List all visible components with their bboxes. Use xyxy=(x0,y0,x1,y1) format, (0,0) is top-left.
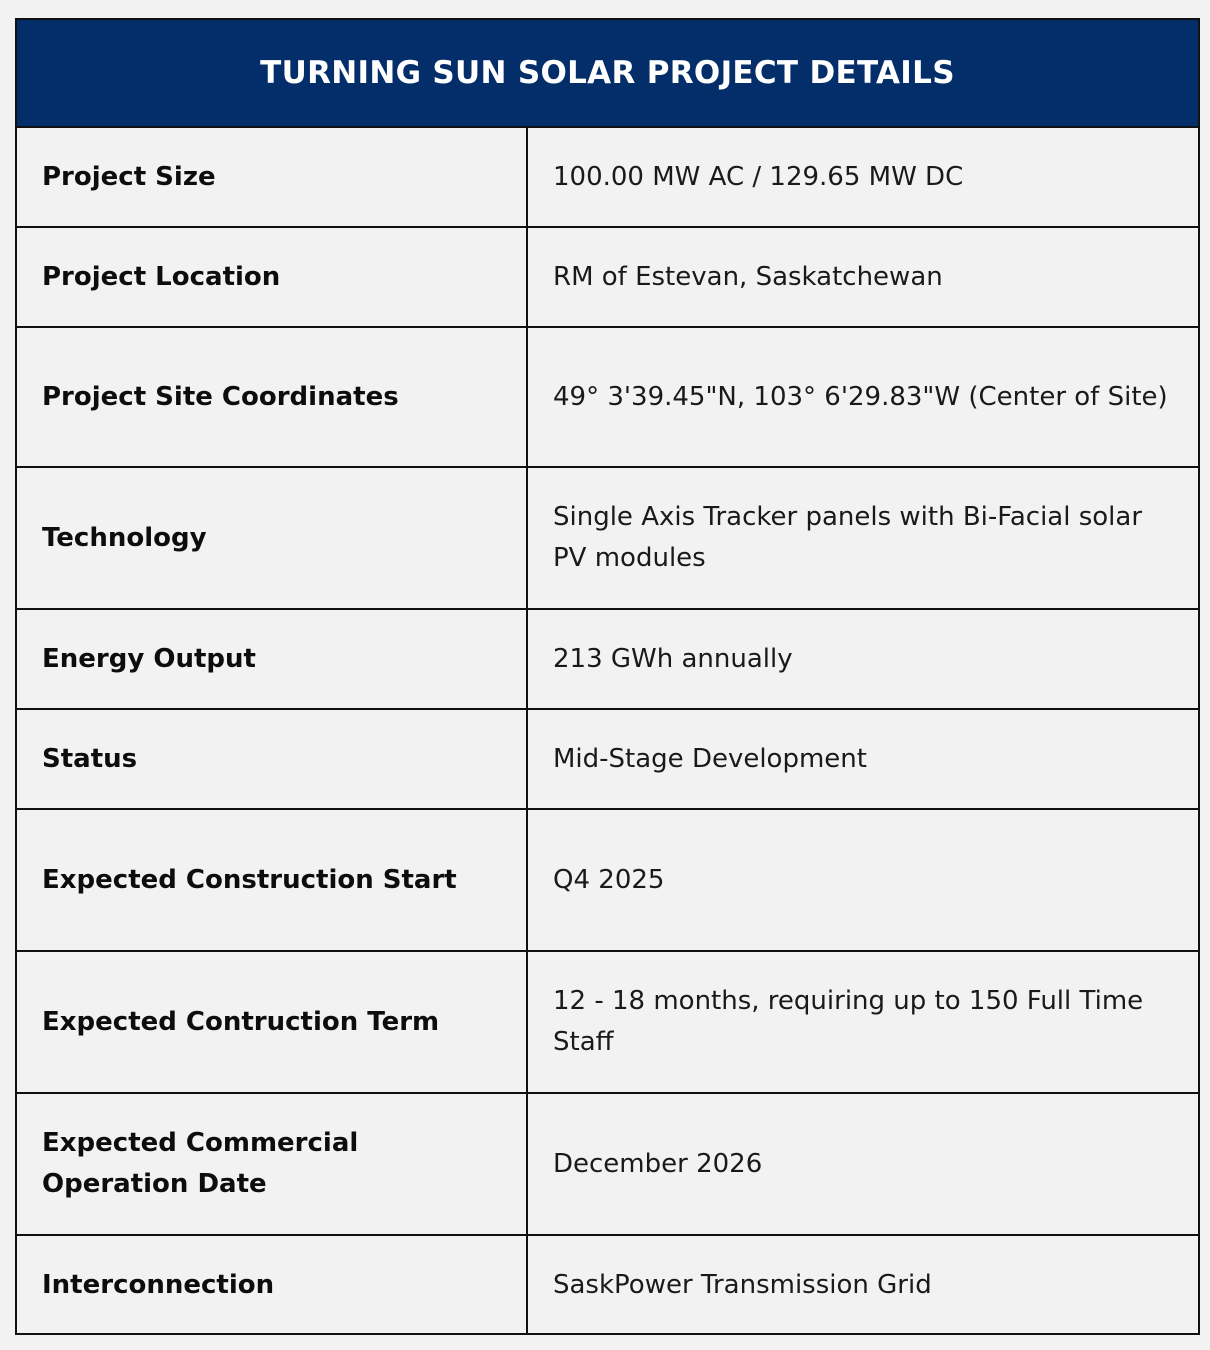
row-value: Q4 2025 xyxy=(553,864,665,895)
table-row-energy-output xyxy=(17,610,1198,710)
row-label: Project Size xyxy=(17,128,528,226)
project-details-table xyxy=(15,18,1200,1335)
table-row-interconnection xyxy=(17,1236,1198,1335)
row-value: SaskPower Transmission Grid xyxy=(553,1270,932,1300)
table-row-site-coordinates xyxy=(17,328,1198,468)
row-label: Interconnection xyxy=(17,1236,528,1335)
table-row-project-size xyxy=(17,128,1198,228)
table-row-commercial-operation-date xyxy=(17,1094,1198,1236)
row-value: RM of Estevan, Saskatchewan xyxy=(553,261,943,292)
table-body xyxy=(17,128,1198,1335)
row-value: Mid-Stage Development xyxy=(553,743,867,774)
table-row-construction-start xyxy=(17,810,1198,952)
row-label: Technology xyxy=(17,468,528,608)
row-value: December 2026 xyxy=(553,1148,763,1179)
row-value: 49° 3'39.45"N, 103° 6'29.83"W (Center of Site) xyxy=(553,381,1168,412)
table-row-technology xyxy=(17,468,1198,610)
row-value: 213 GWh annually xyxy=(553,643,793,674)
table-row-status xyxy=(17,710,1198,810)
table-title: TURNING SUN SOLAR PROJECT DETAILS xyxy=(260,55,955,91)
table-row-construction-term xyxy=(17,952,1198,1094)
row-label: Project Site Coordinates xyxy=(17,328,528,466)
row-label: Expected Construction Start xyxy=(17,810,528,950)
row-value: 100.00 MW AC / 129.65 MW DC xyxy=(553,161,964,192)
row-label: Expected Contruction Term xyxy=(17,952,528,1092)
row-value: Single Axis Tracker panels with Bi-Facial solar PV modules xyxy=(553,502,1143,573)
row-label: Project Location xyxy=(17,228,528,326)
table-row-project-location xyxy=(17,228,1198,328)
row-label: Energy Output xyxy=(17,610,528,708)
row-label: Expected Commercial Operation Date xyxy=(17,1094,528,1234)
row-value: 12 - 18 months, requiring up to 150 Full Time Staff xyxy=(553,986,1144,1057)
table-header xyxy=(17,20,1198,128)
row-label: Status xyxy=(17,710,528,808)
